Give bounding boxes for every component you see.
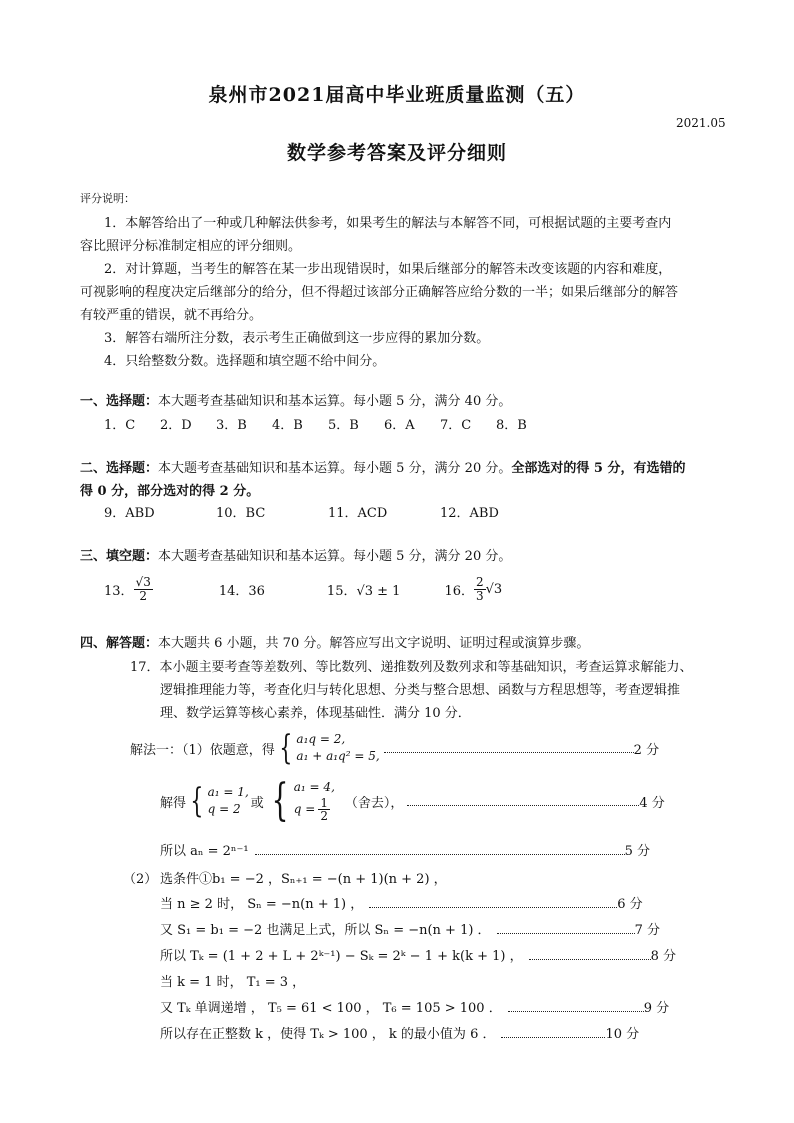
- answer-3: 3．B: [216, 418, 247, 433]
- score-6: 6 分: [617, 897, 643, 912]
- answer-16-den: 3: [476, 588, 484, 603]
- answer-15: 15．√3 ± 1: [326, 583, 401, 599]
- system-1: [296, 731, 379, 766]
- monotonic: 又 Tₖ 单调递增 ， T₅ = 61 < 100 ， T₆ = 105 > 100 ．: [160, 1001, 502, 1016]
- answer-13-den: 2: [139, 588, 147, 603]
- or-text: 或: [250, 795, 264, 811]
- system-b-line-2: [294, 797, 335, 823]
- solution-step-9: [160, 997, 669, 1016]
- leader-dots: [369, 898, 617, 908]
- brace-icon: {: [271, 775, 289, 826]
- score-5: 5 分: [624, 844, 651, 859]
- section1-desc: 本大题考查基础知识和基本运算。每小题 5 分，满分 40 分。: [158, 394, 512, 409]
- answer-12: 12．ABD: [440, 506, 499, 521]
- section2-rule-a: 全部选对的得 5 分，有选错的: [511, 461, 686, 476]
- note-1b: 容比照评分标准制定相应的评分细则。: [80, 239, 302, 254]
- answer-13-label: 13．: [104, 583, 134, 599]
- answer-2: 2．D: [160, 418, 192, 433]
- so-an: 所以 aₙ = 2ⁿ⁻¹: [160, 844, 249, 859]
- answer-16-num: 2: [476, 574, 484, 589]
- section2-rule-b: 得 0 分，部分选对的得 2 分。: [80, 484, 260, 499]
- exists-k: 所以存在正整数 k ，使得 Tₖ > 100 ， k 的最小值为 6 ．: [160, 1027, 496, 1042]
- answer-11: 11．ACD: [328, 506, 388, 521]
- system-b-line-1: a₁ = 4,: [293, 780, 335, 795]
- section3-label: 三、填空题：: [80, 549, 159, 564]
- score-10: 10 分: [605, 1027, 640, 1042]
- score-4: 4 分: [639, 795, 665, 811]
- solution-step-3: [160, 840, 650, 859]
- leader-dots: [407, 796, 639, 806]
- solve-prefix: 解得: [160, 795, 187, 811]
- system-1-line-2: a₁ + a₁q² = 5,: [296, 749, 380, 763]
- leader-dots: [529, 950, 651, 960]
- section4-desc: 本大题共 6 小题，共 70 分。解答应写出文字说明、证明过程或演算步骤。: [158, 636, 590, 651]
- solution-step-2: [160, 774, 665, 828]
- section4-heading: [80, 632, 589, 651]
- q17-intro-c: 理、数学运算等核心素养，体现基础性．满分 10 分．: [160, 706, 471, 721]
- answer-16-label: 16．: [444, 583, 474, 599]
- system-a-line-1: a₁ = 1,: [207, 784, 249, 799]
- system-b-num: 1: [320, 795, 328, 810]
- solution-step-10: [160, 1023, 639, 1042]
- part-2-label: （2）: [123, 872, 158, 887]
- answer-6: 6．A: [384, 418, 415, 433]
- section1-label: 一、选择题：: [80, 394, 159, 409]
- section4-label: 四、解答题：: [80, 636, 159, 651]
- note-2b: 可视影响的程度决定后继部分的给分，但不得超过该部分正确解答应给分数的一半；如果后继部分的解答: [80, 285, 679, 300]
- leader-dots: [497, 924, 635, 934]
- choose-condition: 选条件①b₁ = −2 ，Sₙ₊₁ = −(n + 1)(n + 2) ，: [160, 872, 447, 887]
- leader-dots: [255, 845, 625, 855]
- score-2: 2 分: [633, 742, 660, 758]
- note-1a: 1．本解答给出了一种或几种解法供参考，如果考生的解法与本解答不同，可根据试题的主要考查内: [104, 216, 672, 231]
- document-subtitle: 数学参考答案及评分细则: [286, 142, 507, 164]
- leader-dots: [501, 1028, 605, 1038]
- note-2a: 2．对计算题，当考生的解答在某一步出现错误时，如果后继部分的解答未改变该题的内容和难度，: [104, 262, 672, 277]
- system-1-line-1: a₁q = 2,: [296, 731, 346, 746]
- solution-part-2: [123, 868, 447, 887]
- answer-10: 10．BC: [216, 506, 266, 521]
- score-8: 8 分: [650, 949, 677, 964]
- solution-step-8: [160, 945, 676, 964]
- section1-answers: [104, 414, 527, 433]
- system-b-den: 2: [320, 809, 328, 824]
- solution-step-7: [160, 919, 660, 938]
- when-k1: 当 k = 1 时， T₁ = 3 ，: [160, 975, 306, 990]
- q17-intro-b: 逻辑推理能力等，考查化归与转化思想、分类与整合思想、函数与方程思想等，考查逻辑推: [160, 683, 681, 698]
- answer-5: 5．B: [328, 418, 359, 433]
- note-3: 3．解答右端所注分数，表示考生正确做到这一步应得的累加分数。: [104, 331, 490, 346]
- section3-heading: [80, 545, 511, 564]
- scoring-notes-heading: 评分说明：: [80, 192, 135, 205]
- answer-16-fraction: [474, 576, 486, 602]
- brace-icon: {: [279, 728, 293, 768]
- answer-14: 14．36: [218, 583, 265, 599]
- system-b-q: q =: [293, 801, 316, 816]
- note-4: 4．只给整数分数。选择题和填空题不给中间分。: [104, 354, 386, 369]
- section2-label: 二、选择题：: [80, 461, 159, 476]
- answer-4: 4．B: [272, 418, 303, 433]
- section3-answers: [104, 572, 502, 606]
- section3-desc: 本大题考查基础知识和基本运算。每小题 5 分，满分 20 分。: [158, 549, 512, 564]
- discard-note: （舍去），: [344, 795, 404, 811]
- date: 2021.05: [676, 116, 726, 130]
- page-title: 泉州市2021届高中毕业班质量监测（五）: [208, 84, 586, 106]
- also-s1: 又 S₁ = b₁ = −2 也满足上式，所以 Sₙ = −n(n + 1) ．: [160, 923, 491, 938]
- when-n2: 当 n ≥ 2 时， Sₙ = −n(n + 1) ，: [160, 897, 364, 912]
- solution-step-6: [160, 893, 643, 912]
- answer-13-num: √3: [135, 574, 151, 589]
- answer-8: 8．B: [496, 418, 527, 433]
- answer-13-fraction: [134, 576, 153, 602]
- note-2c: 有较严重的错误，就不再给分。: [80, 308, 263, 323]
- answer-1: 1．C: [104, 418, 136, 433]
- method1-prefix: 解法一：（1）依题意，得: [130, 742, 275, 758]
- system-a-line-2: q = 2: [207, 802, 241, 816]
- brace-icon: {: [190, 781, 204, 821]
- system-b-fraction: [318, 797, 330, 823]
- score-7: 7 分: [634, 923, 660, 938]
- score-9: 9 分: [643, 1001, 670, 1016]
- leader-dots: [508, 1002, 644, 1012]
- leader-dots: [384, 743, 634, 753]
- answer-9: 9．ABD: [104, 506, 155, 521]
- system-a: [208, 784, 249, 819]
- section2-heading: [80, 457, 685, 476]
- solution-step-1: [130, 730, 659, 766]
- q17-intro-a: 17．本小题主要考查等差数列、等比数列、递推数列及数列求和等基础知识，考查运算求解能力、: [130, 660, 693, 675]
- section2-answers: [104, 502, 499, 521]
- section1-heading: [80, 390, 511, 409]
- answer-7: 7．C: [440, 418, 472, 433]
- answer-16-tail: √3: [485, 581, 503, 597]
- so-tk: 所以 Tₖ = (1 + 2 + L + 2ᵏ⁻¹) − Sₖ = 2ᵏ − 1 + k(k + 1) ，: [160, 949, 523, 964]
- section2-desc: 本大题考查基础知识和基本运算。每小题 5 分，满分 20 分。: [158, 461, 512, 476]
- system-b: [294, 779, 335, 823]
